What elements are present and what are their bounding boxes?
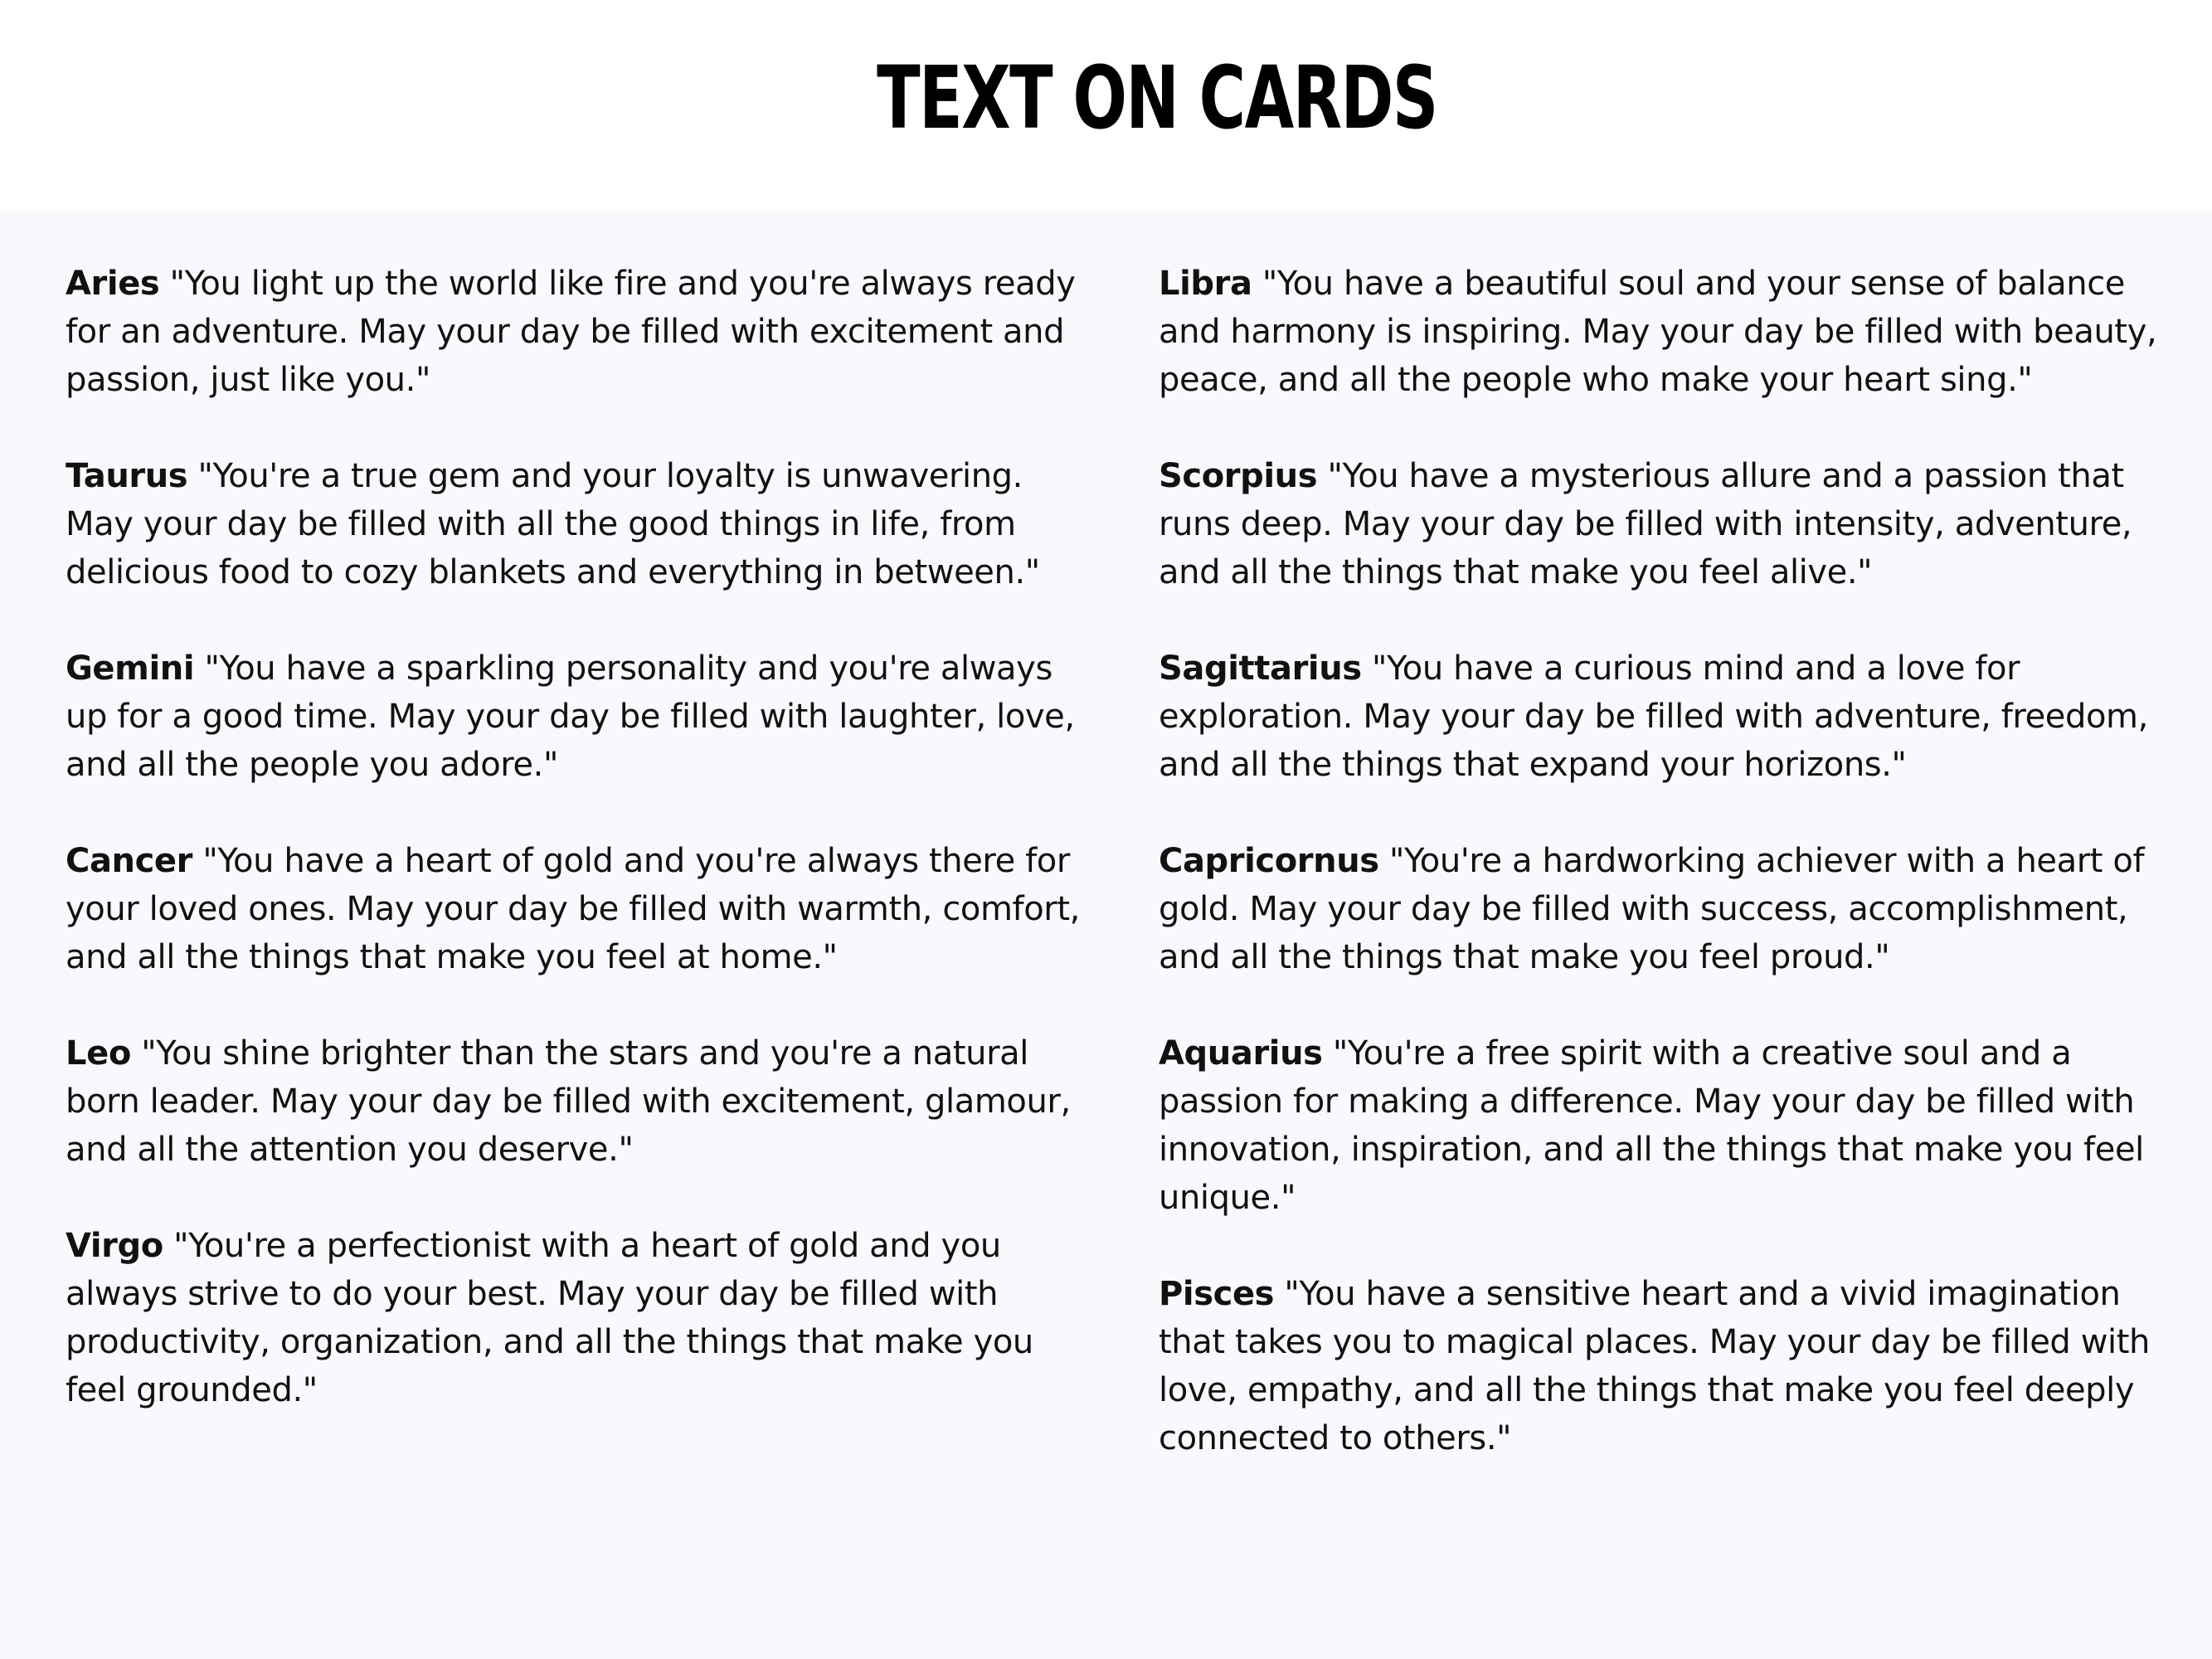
header bbox=[0, 0, 2212, 211]
card-message: "You're a hardworking achiever with a heart of gold. May your day be filled with success, accomplishment, and all the things that make you feel proud." bbox=[1159, 842, 2145, 976]
sign-name: Libra bbox=[1159, 265, 1252, 303]
sign-name: Gemini bbox=[66, 649, 195, 688]
sign-name: Capricornus bbox=[1159, 842, 1379, 880]
entry-leo bbox=[66, 1029, 1086, 1174]
sign-name: Pisces bbox=[1159, 1275, 1275, 1313]
card-text-list bbox=[0, 211, 2212, 1659]
card-message: "You have a curious mind and a love for exploration. May your day be filled with adventure, freedom, and all the things that expand your horizons." bbox=[1159, 649, 2148, 784]
entry-cancer bbox=[66, 837, 1086, 981]
entry-aquarius bbox=[1159, 1029, 2187, 1222]
card-message: "You shine brighter than the stars and you're a natural born leader. May your day be filled with excitement, glamour, and all the attention you deserve." bbox=[66, 1034, 1071, 1169]
entry-gemini bbox=[66, 645, 1086, 789]
entry-virgo bbox=[66, 1222, 1086, 1414]
card-message: "You have a sensitive heart and a vivid imagination that takes you to magical places. May your day be filled with love, empathy, and all the things that make you feel deeply connected to others." bbox=[1159, 1275, 2150, 1457]
sign-name: Virgo bbox=[66, 1227, 163, 1265]
entry-capricornus bbox=[1159, 837, 2187, 981]
sign-name: Cancer bbox=[66, 842, 192, 880]
card-message: "You have a sparkling personality and you're always up for a good time. May your day be filled with laughter, love, and all the people you adore." bbox=[66, 649, 1075, 784]
entry-sagittarius bbox=[1159, 645, 2187, 789]
entry-taurus bbox=[66, 452, 1086, 596]
card-message: "You light up the world like fire and you're always ready for an adventure. May your day be filled with excitement and passion, just like you." bbox=[66, 265, 1076, 399]
entry-aries bbox=[66, 260, 1086, 404]
card-message: "You have a heart of gold and you're always there for your loved ones. May your day be filled with warmth, comfort, and all the things that make you feel at home." bbox=[66, 842, 1080, 976]
sign-name: Sagittarius bbox=[1159, 649, 1362, 688]
sign-name: Scorpius bbox=[1159, 457, 1318, 495]
sign-name: Taurus bbox=[66, 457, 188, 495]
left-column bbox=[66, 260, 1086, 1462]
card-message: "You have a mysterious allure and a passion that runs deep. May your day be filled with intensity, adventure, and all the things that make you feel alive." bbox=[1159, 457, 2132, 591]
card-message: "You're a free spirit with a creative soul and a passion for making a difference. May your day be filled with innovation, inspiration, and all the things that make you feel unique." bbox=[1159, 1034, 2144, 1217]
card-message: "You're a true gem and your loyalty is unwavering. May your day be filled with all the good things in life, from delicious food to cozy blankets and everything in between." bbox=[66, 457, 1040, 591]
entry-pisces bbox=[1159, 1270, 2187, 1462]
sign-name: Aquarius bbox=[1159, 1034, 1323, 1073]
entry-scorpius bbox=[1159, 452, 2187, 596]
entry-libra bbox=[1159, 260, 2187, 404]
page-title: TEXT ON CARDS bbox=[877, 47, 1437, 148]
sign-name: Leo bbox=[66, 1034, 131, 1073]
sign-name: Aries bbox=[66, 265, 160, 303]
card-message: "You have a beautiful soul and your sense of balance and harmony is inspiring. May your day be filled with beauty, peace, and all the people who make your heart sing." bbox=[1159, 265, 2157, 399]
card-message: "You're a perfectionist with a heart of gold and you always strive to do your best. May your day be filled with productivity, organization, and all the things that make you feel grounded." bbox=[66, 1227, 1033, 1409]
right-column bbox=[1159, 260, 2187, 1511]
